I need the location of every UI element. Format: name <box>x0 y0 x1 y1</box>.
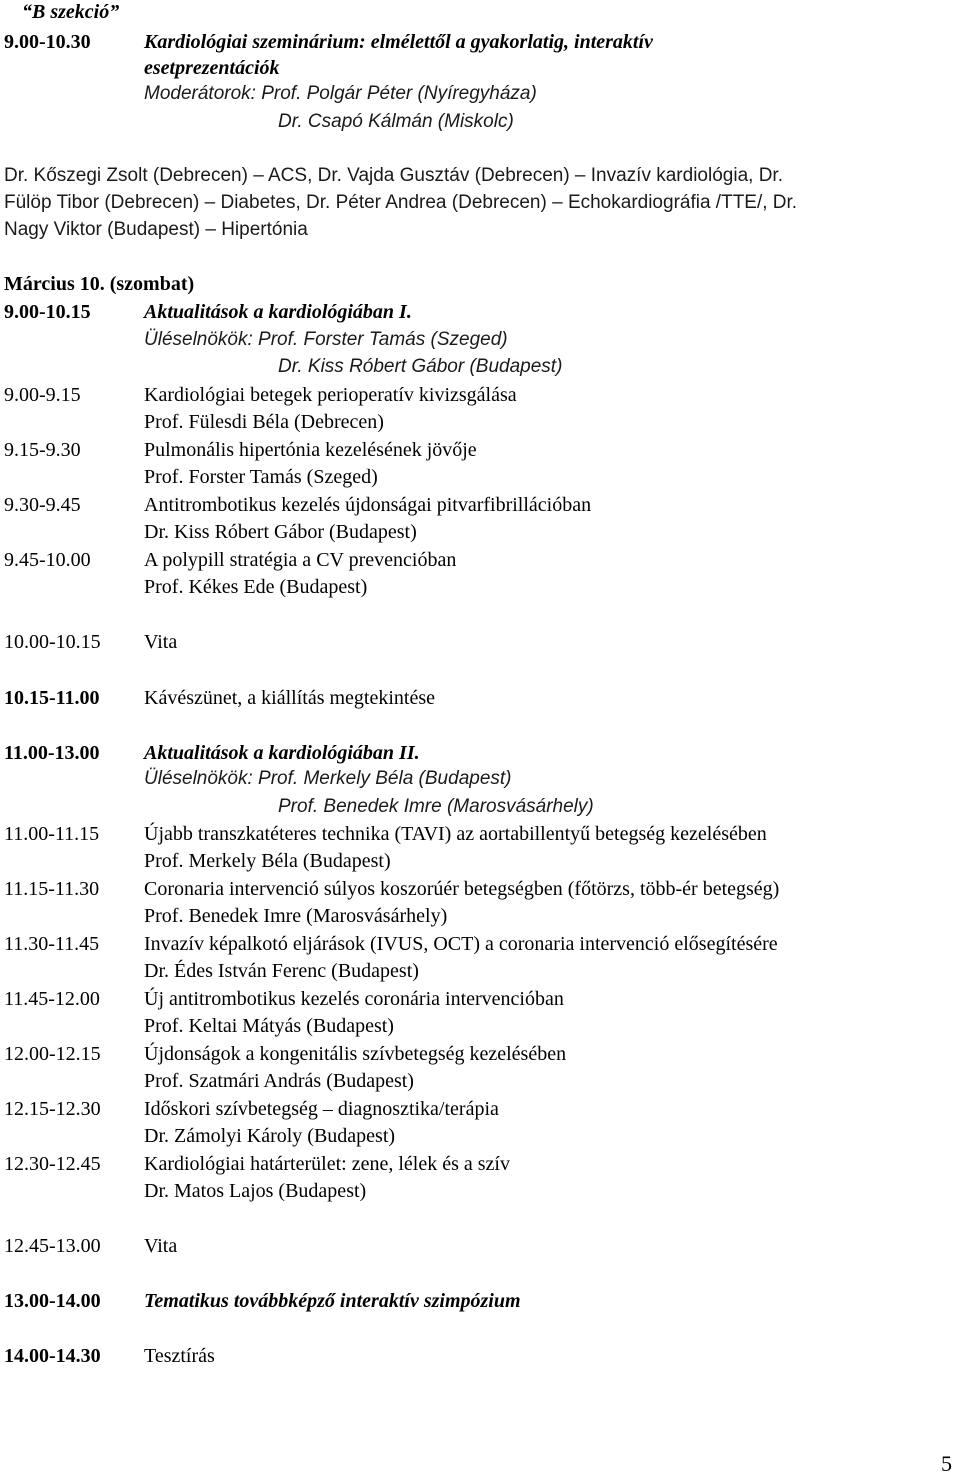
talk-speaker: Dr. Kiss Róbert Gábor (Budapest) <box>144 521 417 543</box>
talk-speaker: Dr. Zámolyi Károly (Budapest) <box>144 1125 396 1147</box>
talk-speaker: Prof. Benedek Imre (Marosvásárhely) <box>144 905 448 927</box>
moderators-line1: Moderátorok: Prof. Polgár Péter (Nyíregyháza) <box>144 83 537 104</box>
presenters-line3: Nagy Viktor (Budapest) – Hipertónia <box>4 219 308 240</box>
talk-time: 11.00-11.15 <box>4 823 100 845</box>
section-heading: “B szekció” <box>22 1 120 23</box>
b-section-title: Kardiológiai szeminárium: elmélettől a gyakorlatig, interaktív <box>144 31 653 53</box>
talk-title: Coronaria intervenció súlyos koszorúér betegségben (főtörzs, több-ér betegség) <box>144 878 780 900</box>
vita-label: Vita <box>144 631 178 653</box>
symposium-time: 13.00-14.00 <box>4 1290 101 1312</box>
page-number: 5 <box>941 1451 952 1476</box>
talk-title: Invazív képalkotó eljárások (IVUS, OCT) a coronaria intervenció elősegítésére <box>144 933 778 955</box>
day-heading: Március 10. (szombat) <box>4 273 195 295</box>
session1-time: 9.00-10.15 <box>4 301 91 323</box>
talk-speaker: Prof. Kékes Ede (Budapest) <box>144 576 368 598</box>
vita-label: Vita <box>144 1235 178 1257</box>
talk-time: 12.30-12.45 <box>4 1153 101 1175</box>
talk-time: 9.00-9.15 <box>4 384 81 406</box>
talk-title: Kardiológiai betegek perioperatív kivizsgálása <box>144 384 517 406</box>
talk-speaker: Prof. Forster Tamás (Szeged) <box>144 466 378 488</box>
break-label: Kávészünet, a kiállítás megtekintése <box>144 687 436 709</box>
session2-chairs: Üléselnökök: Prof. Merkely Béla (Budapest) <box>144 768 512 789</box>
b-section-title-cont: esetprezentációk <box>144 57 280 79</box>
vita-time: 10.00-10.15 <box>4 631 101 653</box>
talk-time: 11.15-11.30 <box>4 878 100 900</box>
test-time: 14.00-14.30 <box>4 1345 101 1367</box>
break-time: 10.15-11.00 <box>4 687 100 709</box>
talk-title: Új antitrombotikus kezelés coronária intervencióban <box>144 988 564 1010</box>
talk-title: Antitrombotikus kezelés újdonságai pitvarfibrillációban <box>144 494 592 516</box>
talk-time: 9.45-10.00 <box>4 549 91 571</box>
talk-speaker: Dr. Édes István Ferenc (Budapest) <box>144 960 419 982</box>
session2-chairs-cont: Prof. Benedek Imre (Marosvásárhely) <box>278 796 594 817</box>
talk-speaker: Prof. Merkely Béla (Budapest) <box>144 850 391 872</box>
talk-speaker: Prof. Fülesdi Béla (Debrecen) <box>144 411 384 433</box>
presenters-line2: Fülöp Tibor (Debrecen) – Diabetes, Dr. Péter Andrea (Debrecen) – Echokardiográfia /TTE/, Dr. <box>4 192 798 213</box>
talk-time: 9.15-9.30 <box>4 439 81 461</box>
talk-title: A polypill stratégia a CV prevencióban <box>144 549 457 571</box>
test-label: Tesztírás <box>144 1345 215 1367</box>
session1-chairs-cont: Dr. Kiss Róbert Gábor (Budapest) <box>278 356 563 377</box>
session2-time: 11.00-13.00 <box>4 742 100 764</box>
talk-time: 12.15-12.30 <box>4 1098 101 1120</box>
vita-time: 12.45-13.00 <box>4 1235 101 1257</box>
session2-title: Aktualitások a kardiológiában II. <box>144 742 420 764</box>
talk-speaker: Prof. Szatmári András (Budapest) <box>144 1070 414 1092</box>
talk-time: 12.00-12.15 <box>4 1043 101 1065</box>
talk-title: Kardiológiai határterület: zene, lélek és a szív <box>144 1153 510 1175</box>
talk-title: Újabb transzkatéteres technika (TAVI) az aortabillentyű betegség kezelésében <box>144 823 767 845</box>
talk-speaker: Dr. Matos Lajos (Budapest) <box>144 1180 367 1202</box>
session1-title: Aktualitások a kardiológiában I. <box>144 301 412 323</box>
talk-time: 11.45-12.00 <box>4 988 100 1010</box>
symposium-label: Tematikus továbbképző interaktív szimpózium <box>144 1290 521 1312</box>
talk-title: Időskori szívbetegség – diagnosztika/terápia <box>144 1098 499 1120</box>
talk-speaker: Prof. Keltai Mátyás (Budapest) <box>144 1015 394 1037</box>
session1-chairs: Üléselnökök: Prof. Forster Tamás (Szeged) <box>144 329 508 350</box>
talk-time: 9.30-9.45 <box>4 494 81 516</box>
talk-time: 11.30-11.45 <box>4 933 100 955</box>
moderators-line2: Dr. Csapó Kálmán (Miskolc) <box>278 111 514 132</box>
talk-title: Újdonságok a kongenitális szívbetegség kezelésében <box>144 1043 567 1065</box>
talk-title: Pulmonális hipertónia kezelésének jövője <box>144 439 477 461</box>
presenters-line1: Dr. Kőszegi Zsolt (Debrecen) – ACS, Dr. Vajda Gusztáv (Debrecen) – Invazív kardiológia, Dr. <box>4 165 783 186</box>
b-section-time: 9.00-10.30 <box>4 31 91 53</box>
